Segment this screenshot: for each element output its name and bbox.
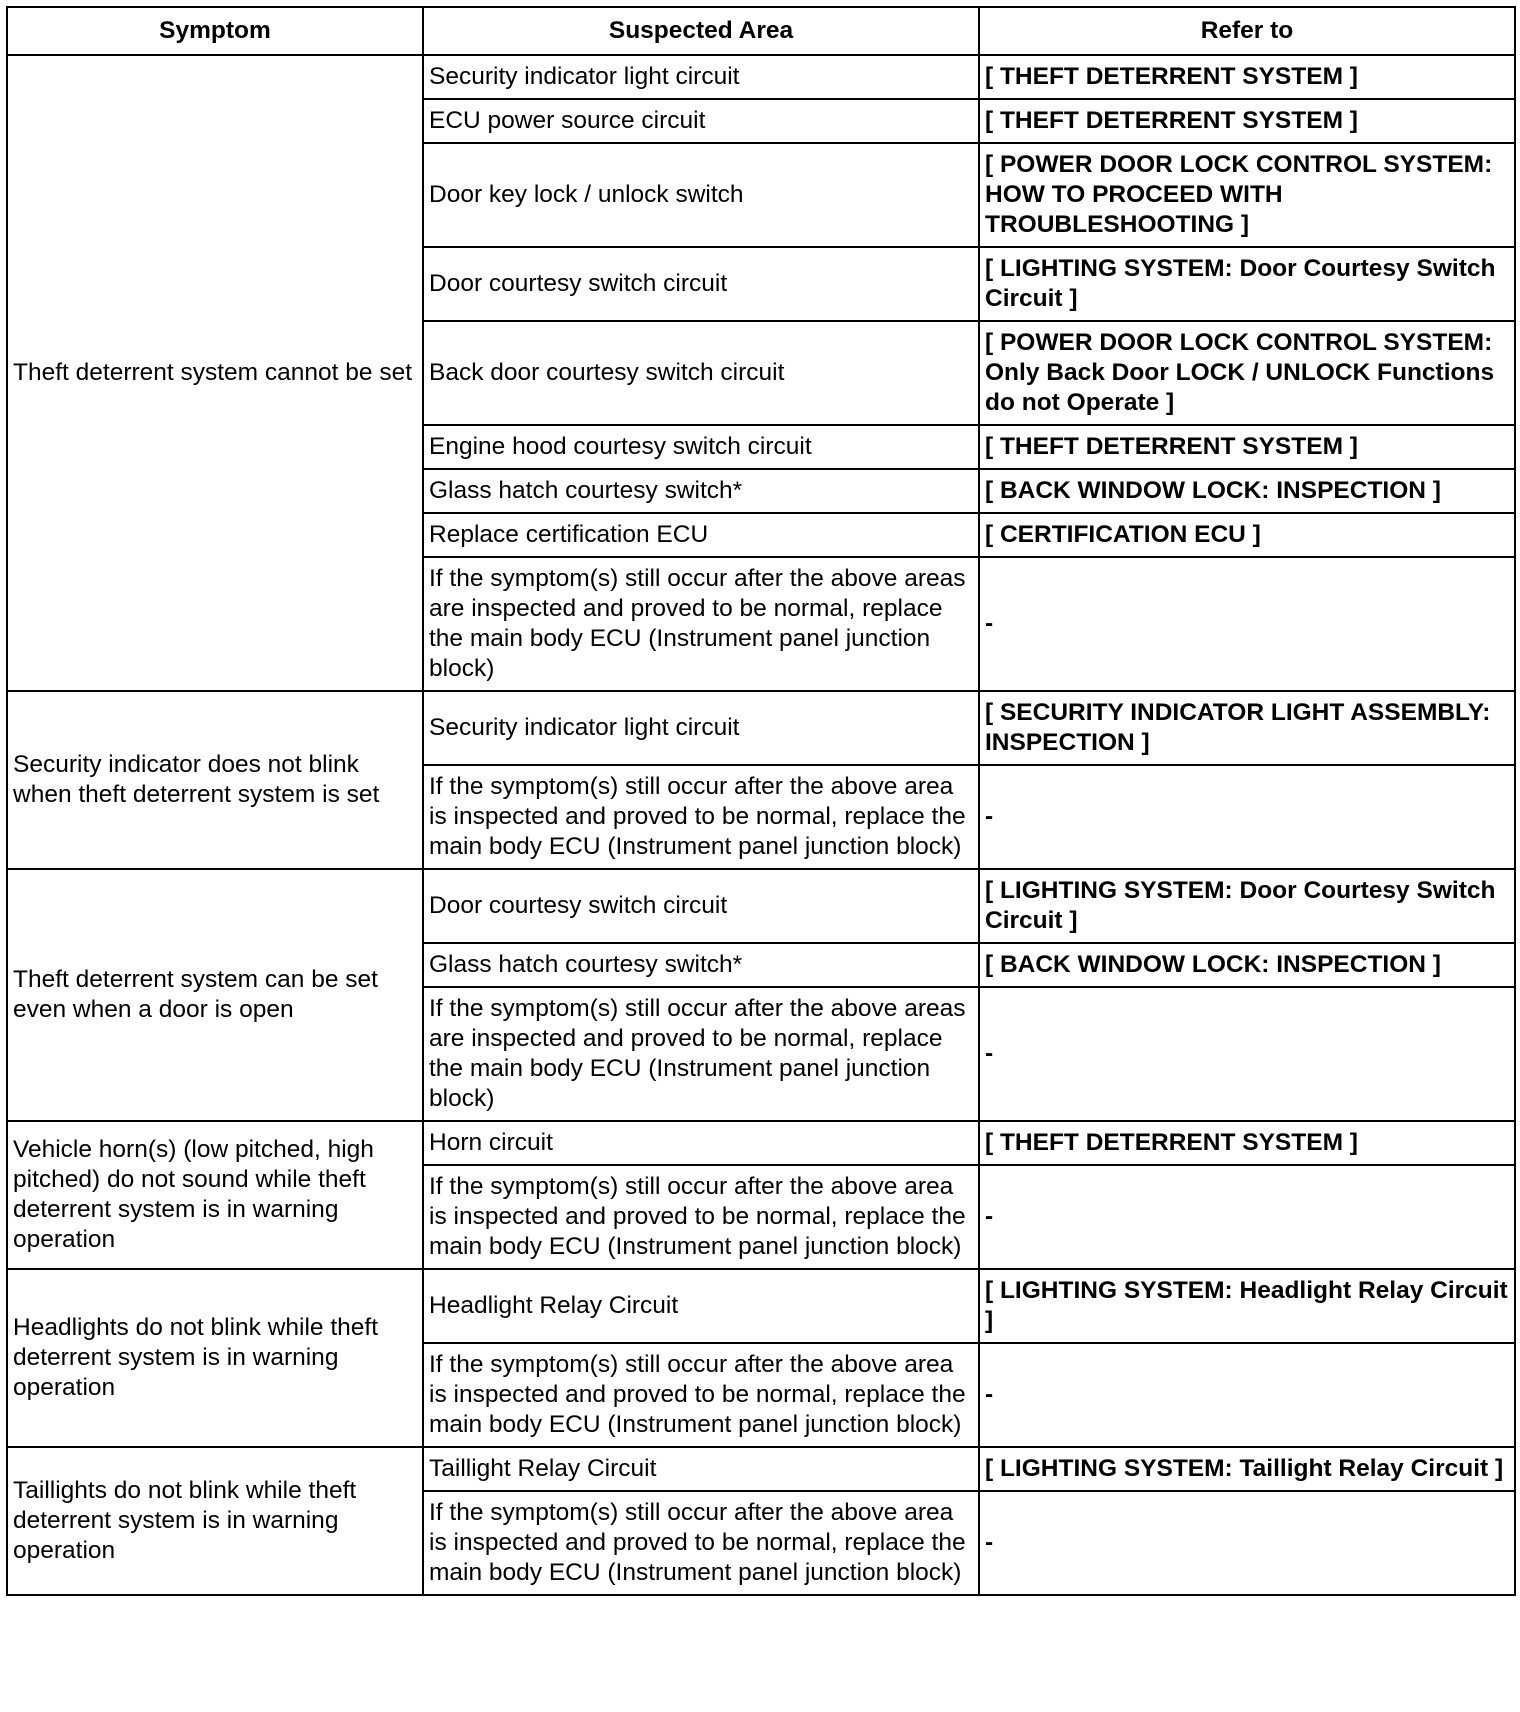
refer-to-link[interactable]: [ THEFT DETERRENT SYSTEM ]	[979, 1121, 1515, 1165]
suspected-area-cell: Replace certification ECU	[423, 513, 979, 557]
header-row	[7, 7, 1515, 55]
suspected-area-cell: Glass hatch courtesy switch*	[423, 469, 979, 513]
symptom-cell: Security indicator does not blink when theft deterrent system is set	[7, 691, 423, 869]
refer-to-link[interactable]: [ THEFT DETERRENT SYSTEM ]	[979, 99, 1515, 143]
suspected-area-cell: Back door courtesy switch circuit	[423, 321, 979, 425]
refer-to-link[interactable]: [ BACK WINDOW LOCK: INSPECTION ]	[979, 943, 1515, 987]
symptom-cell: Theft deterrent system cannot be set	[7, 55, 423, 691]
table-row	[7, 1121, 1515, 1165]
suspected-area-cell: If the symptom(s) still occur after the above areas are inspected and proved to be normal, replace the main body ECU (Instrument panel junction block)	[423, 987, 979, 1121]
refer-to-link[interactable]: [ POWER DOOR LOCK CONTROL SYSTEM: Only Back Door LOCK / UNLOCK Functions do not Operate ]	[979, 321, 1515, 425]
refer-to-dash: -	[979, 1343, 1515, 1447]
header-refer-to: Refer to	[979, 7, 1515, 55]
suspected-area-cell: Door courtesy switch circuit	[423, 247, 979, 321]
refer-to-dash: -	[979, 1491, 1515, 1595]
suspected-area-cell: Security indicator light circuit	[423, 691, 979, 765]
suspected-area-cell: If the symptom(s) still occur after the above area is inspected and proved to be normal, replace the main body ECU (Instrument panel junction block)	[423, 1165, 979, 1269]
suspected-area-cell: Headlight Relay Circuit	[423, 1269, 979, 1343]
refer-to-link[interactable]: [ CERTIFICATION ECU ]	[979, 513, 1515, 557]
refer-to-link[interactable]: [ LIGHTING SYSTEM: Headlight Relay Circuit ]	[979, 1269, 1515, 1343]
symptom-cell: Taillights do not blink while theft deterrent system is in warning operation	[7, 1447, 423, 1595]
refer-to-link[interactable]: [ SECURITY INDICATOR LIGHT ASSEMBLY: INSPECTION ]	[979, 691, 1515, 765]
symptom-cell: Vehicle horn(s) (low pitched, high pitched) do not sound while theft deterrent system is in warning operation	[7, 1121, 423, 1269]
header-suspected-area: Suspected Area	[423, 7, 979, 55]
suspected-area-cell: Engine hood courtesy switch circuit	[423, 425, 979, 469]
suspected-area-cell: Taillight Relay Circuit	[423, 1447, 979, 1491]
refer-to-dash: -	[979, 765, 1515, 869]
suspected-area-cell: If the symptom(s) still occur after the above areas are inspected and proved to be normal, replace the main body ECU (Instrument panel junction block)	[423, 557, 979, 691]
refer-to-dash: -	[979, 1165, 1515, 1269]
table-row	[7, 1447, 1515, 1491]
refer-to-link[interactable]: [ LIGHTING SYSTEM: Taillight Relay Circuit ]	[979, 1447, 1515, 1491]
refer-to-dash: -	[979, 557, 1515, 691]
troubleshooting-table	[6, 6, 1516, 1596]
suspected-area-cell: Security indicator light circuit	[423, 55, 979, 99]
table-row	[7, 1269, 1515, 1343]
table-row	[7, 869, 1515, 943]
refer-to-link[interactable]: [ LIGHTING SYSTEM: Door Courtesy Switch Circuit ]	[979, 247, 1515, 321]
header-symptom: Symptom	[7, 7, 423, 55]
refer-to-dash: -	[979, 987, 1515, 1121]
suspected-area-cell: If the symptom(s) still occur after the above area is inspected and proved to be normal, replace the main body ECU (Instrument panel junction block)	[423, 765, 979, 869]
suspected-area-cell: If the symptom(s) still occur after the above area is inspected and proved to be normal, replace the main body ECU (Instrument panel junction block)	[423, 1491, 979, 1595]
refer-to-link[interactable]: [ LIGHTING SYSTEM: Door Courtesy Switch Circuit ]	[979, 869, 1515, 943]
refer-to-link[interactable]: [ POWER DOOR LOCK CONTROL SYSTEM: HOW TO PROCEED WITH TROUBLESHOOTING ]	[979, 143, 1515, 247]
refer-to-link[interactable]: [ THEFT DETERRENT SYSTEM ]	[979, 425, 1515, 469]
refer-to-link[interactable]: [ BACK WINDOW LOCK: INSPECTION ]	[979, 469, 1515, 513]
table-row	[7, 691, 1515, 765]
suspected-area-cell: Door courtesy switch circuit	[423, 869, 979, 943]
table-row	[7, 55, 1515, 99]
suspected-area-cell: If the symptom(s) still occur after the above area is inspected and proved to be normal, replace the main body ECU (Instrument panel junction block)	[423, 1343, 979, 1447]
suspected-area-cell: ECU power source circuit	[423, 99, 979, 143]
refer-to-link[interactable]: [ THEFT DETERRENT SYSTEM ]	[979, 55, 1515, 99]
symptom-cell: Theft deterrent system can be set even when a door is open	[7, 869, 423, 1121]
suspected-area-cell: Glass hatch courtesy switch*	[423, 943, 979, 987]
suspected-area-cell: Door key lock / unlock switch	[423, 143, 979, 247]
symptom-cell: Headlights do not blink while theft deterrent system is in warning operation	[7, 1269, 423, 1447]
suspected-area-cell: Horn circuit	[423, 1121, 979, 1165]
